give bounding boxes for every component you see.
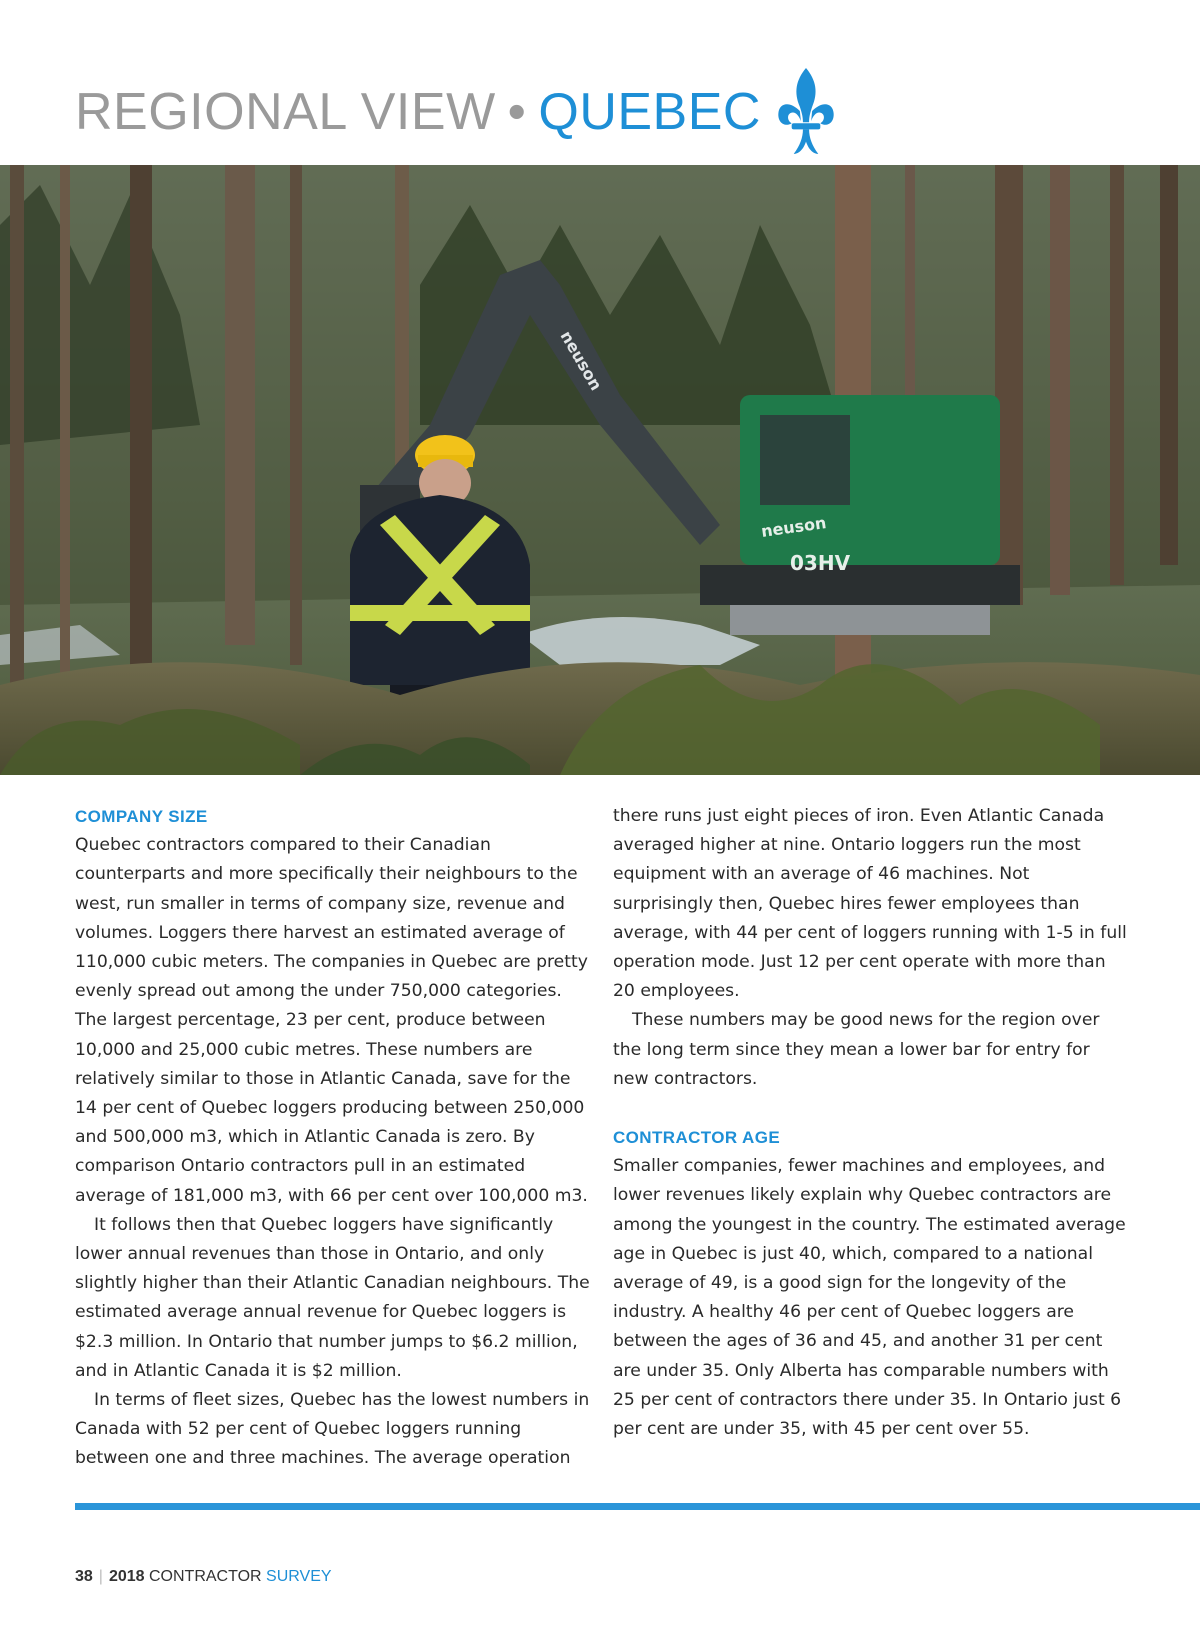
title-lead: REGIONAL VIEW <box>75 83 496 141</box>
machine-label-model: 03HV <box>790 551 851 575</box>
paragraph-revenues: It follows then that Quebec loggers have significantly lower annual revenues than those in Ontario, and only slightly higher than their Atlantic Canadian neighbours. The estimated average annual revenue for Quebec loggers is $2.3 million. In Ontario that number jumps to $6.2 million, and in Atlantic Canada it is $2 million. <box>75 1214 590 1381</box>
page-number: 38 <box>75 1568 93 1585</box>
footer-rule <box>75 1503 1200 1510</box>
left-column <box>75 802 590 1474</box>
section-heading-contractor-age: CONTRACTOR AGE <box>613 1128 781 1148</box>
machine-label-boom: neuson <box>556 327 606 394</box>
paragraph-fleet-continued: there runs just eight pieces of iron. Even Atlantic Canada averaged higher at nine. Ontario loggers run the most equipment with an average of 46 machines. Not surprisingly then, Quebec hires fewer employees than average, with 44 per cent of loggers running with 1-5 in full operation mode. Just 12 per cent operate with more than 20 employees. <box>613 806 1127 1002</box>
brush-foreground <box>0 662 1200 775</box>
right-column <box>613 802 1128 1444</box>
paragraph-fleet-sizes: In terms of fleet sizes, Quebec has the lowest numbers in Canada with 52 per cent of Quebec loggers running between one and three machines. The average operation <box>75 1390 590 1469</box>
paragraph-contractor-age: Smaller companies, fewer machines and employees, and lower revenues likely explain why Quebec contractors are among the youngest in the country. The estimated average age in Quebec is just 40, which, compared to a national average of 49, is a good sign for the longevity of the industry. A healthy 46 per cent of Quebec loggers are between the ages of 36 and 45, and another 31 per cent are under 35. Only Alberta has comparable numbers with 25 per cent of contractors there under 35. In Ontario just 6 per cent are under 35, with 45 per cent over 55. <box>613 1156 1126 1440</box>
page-footer <box>75 1568 332 1586</box>
footer-year: 2018 <box>108 1568 145 1585</box>
section-heading-company-size: COMPANY SIZE <box>75 807 208 826</box>
footer-survey: SURVEY <box>266 1568 332 1585</box>
paragraph-company-size: Quebec contractors compared to their Canadian counterparts and more specifically their neighbours to the west, run smaller in terms of company size, revenue and volumes. Loggers there harvest an estimated average of 110,000 cubic meters. The companies in Quebec are pretty evenly spread out among the under 750,000 categories. The largest percentage, 23 per cent, produce between 10,000 and 25,000 cubic metres. These numbers are relatively similar to those in Atlantic Canada, save for the 14 per cent of Quebec loggers producing between 250,000 and 500,000 m3, which in Atlantic Canada is zero. By comparison Ontario contractors pull in an estimated average of 181,000 m3, with 66 per cent over 100,000 m3. <box>75 835 588 1206</box>
title-region: QUEBEC <box>538 83 761 141</box>
page-title <box>75 72 837 152</box>
forestry-photo <box>0 165 1200 775</box>
title-separator: • <box>507 83 527 141</box>
forest-scene <box>0 165 1200 775</box>
fleur-de-lis-icon <box>775 66 837 158</box>
machine-label-cab: neuson <box>759 513 828 541</box>
footer-contractor: CONTRACTOR <box>149 1568 262 1585</box>
footer-divider: | <box>98 1568 103 1585</box>
paragraph-good-news: These numbers may be good news for the region over the long term since they mean a lower bar for entry for new contractors. <box>613 1010 1100 1089</box>
